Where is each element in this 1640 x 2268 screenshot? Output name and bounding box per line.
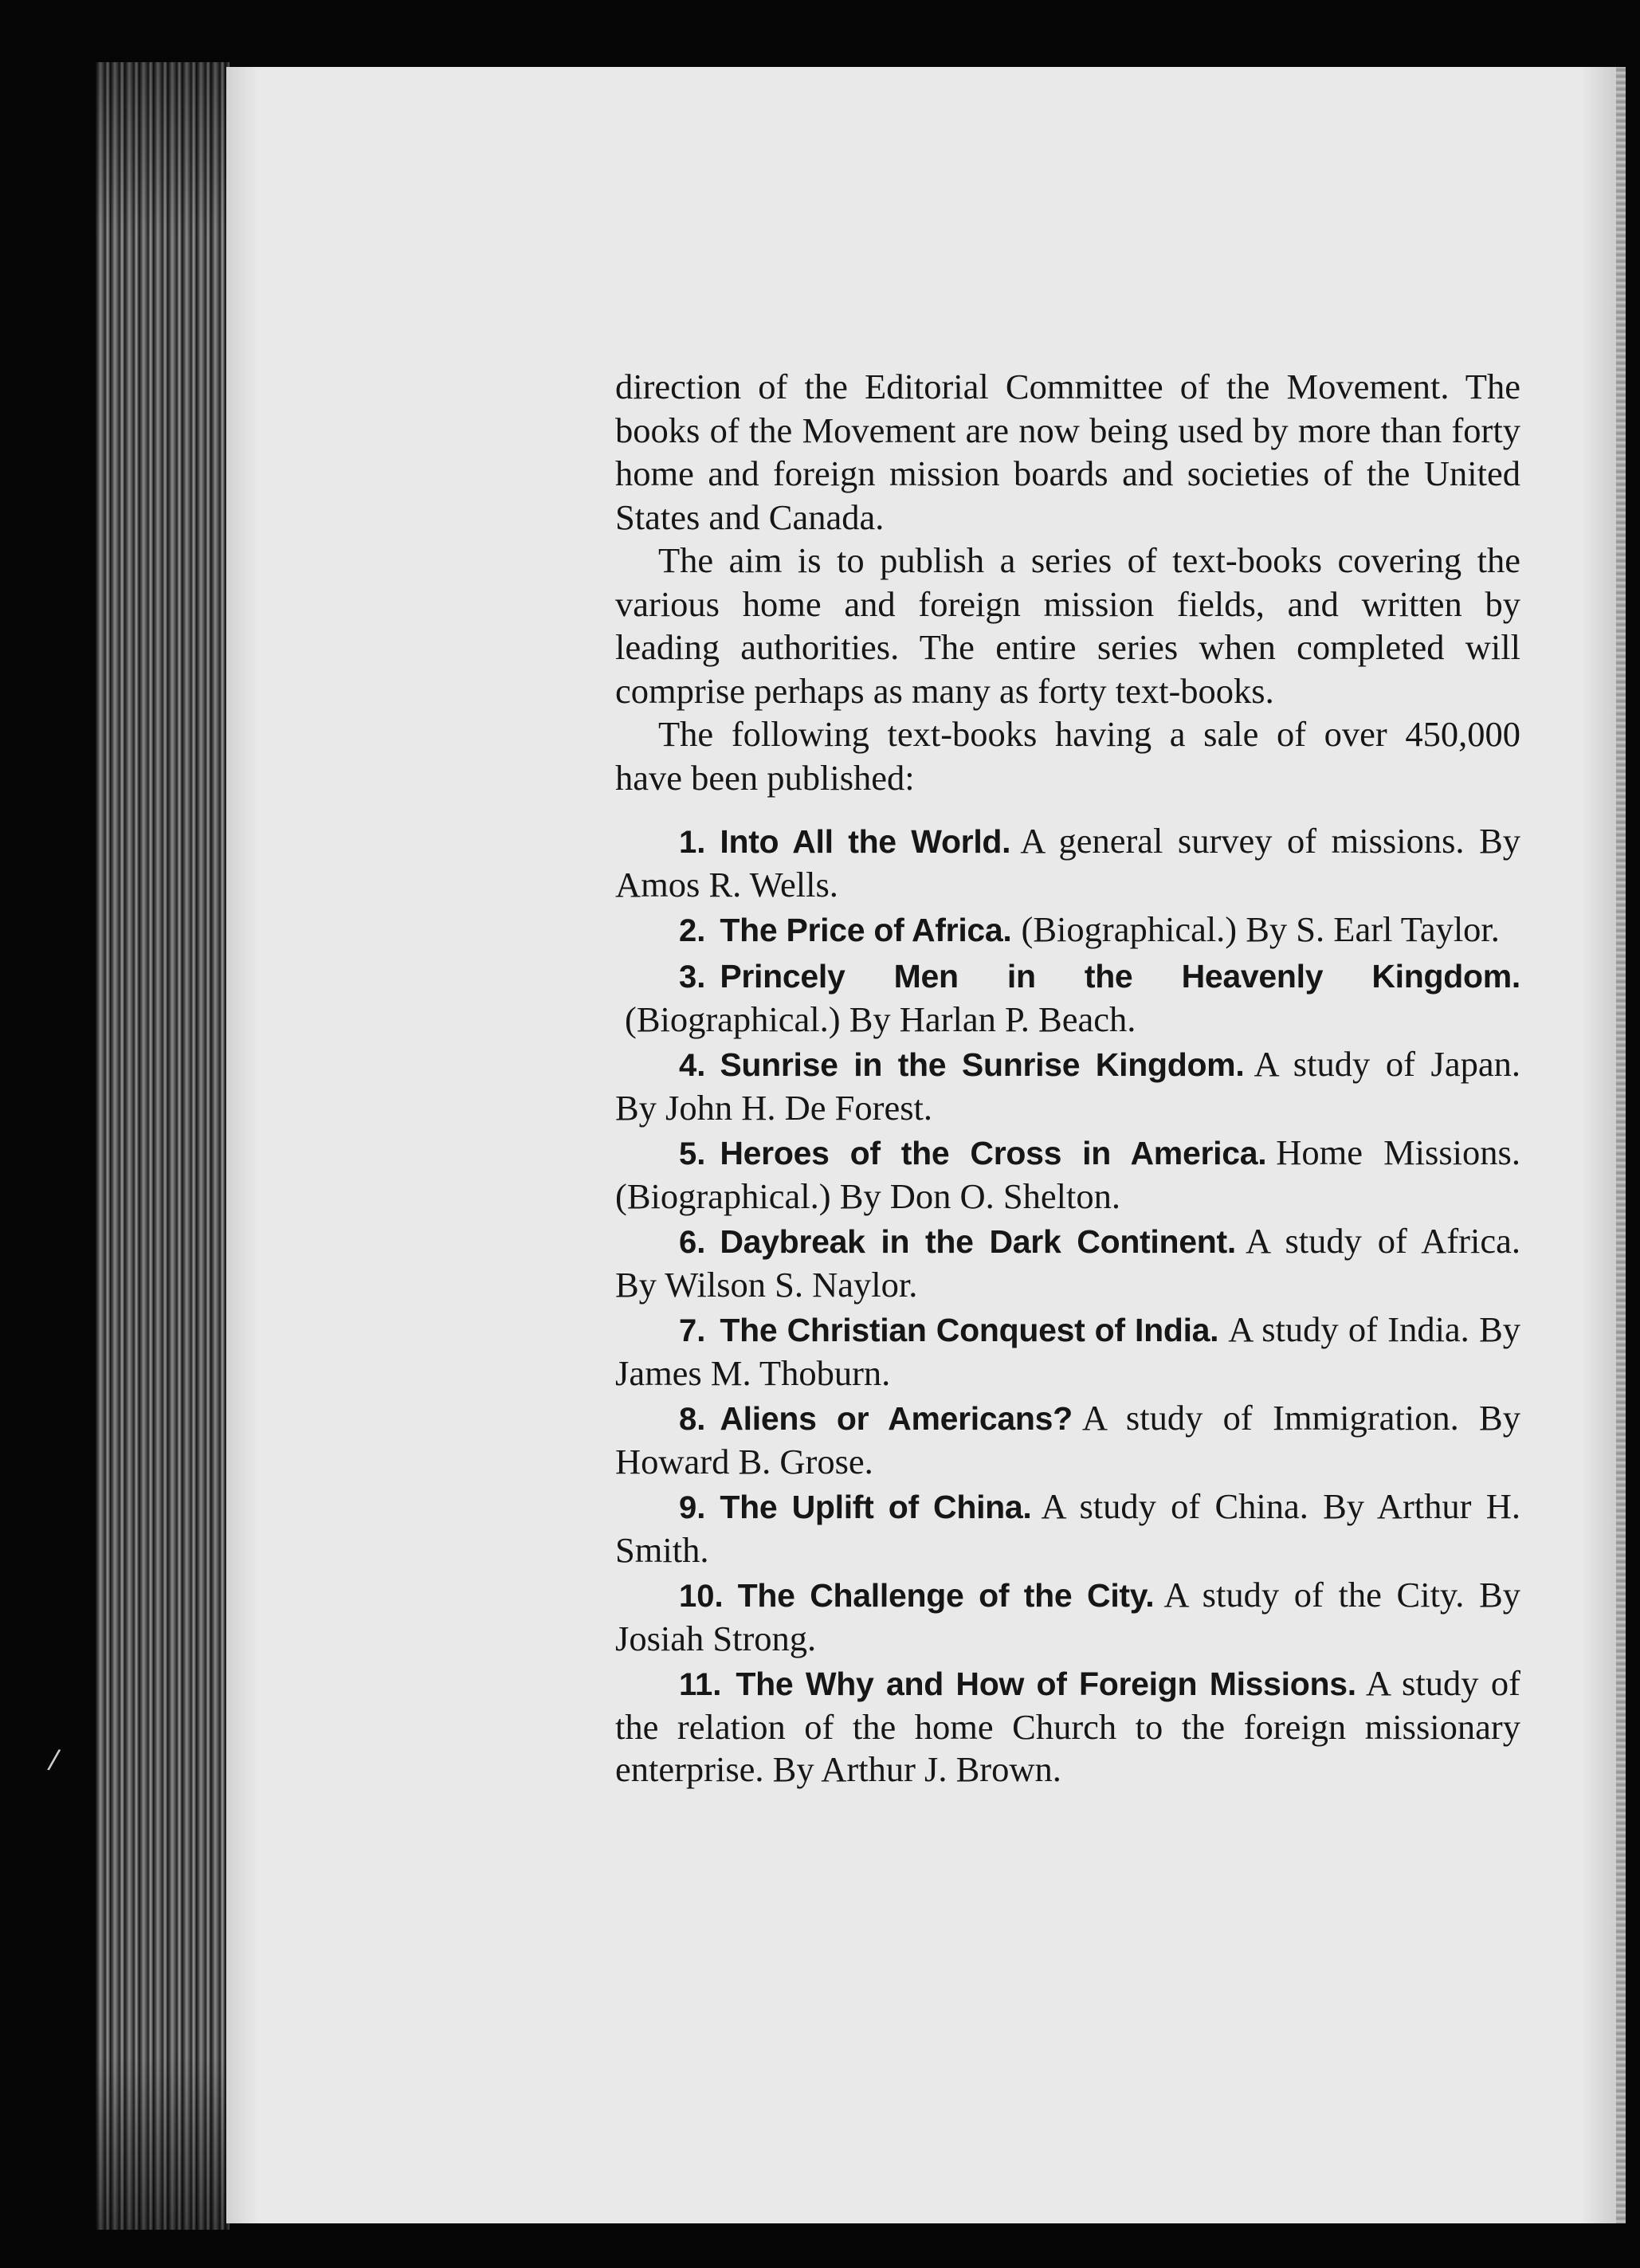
book-description: (Biographical.) By Harlan P. Beach.: [625, 999, 1136, 1039]
list-item: [615, 1309, 1520, 1395]
paragraph-series-aim: The aim is to publish a series of text-books covering the various home and foreign mission fields, and written by leading authorities. The entire series when completed will comprise perhaps as many as forty text-books.: [615, 540, 1520, 711]
margin-pencil-mark: /: [45, 1743, 62, 1776]
book-title: Daybreak in the Dark Continent.: [720, 1223, 1236, 1260]
item-number: 9.: [679, 1490, 706, 1525]
list-item: [615, 1397, 1520, 1483]
book-description: A study of China. By Arthur H. Smith.: [615, 1486, 1520, 1570]
list-item: [615, 1132, 1520, 1218]
book-description: Home Missions. (Biographical.) By Don O. Shelton.: [615, 1132, 1520, 1216]
textbook-list: [615, 820, 1520, 1791]
item-number: 2.: [679, 913, 706, 948]
page-text: [615, 365, 1520, 1793]
book-title: The Price of Africa.: [720, 912, 1012, 948]
item-number: 3.: [679, 959, 706, 995]
book-description: A study of India. By James M. Thoburn.: [615, 1309, 1521, 1393]
book-page-edges: [96, 62, 230, 2230]
list-item: [615, 908, 1520, 952]
item-number: 4.: [679, 1048, 706, 1083]
item-number: 8.: [679, 1402, 706, 1437]
list-item: [615, 1043, 1520, 1129]
book-title: Princely Men in the Heavenly Kingdom.: [720, 958, 1520, 995]
book-description: A general survey of missions. By Amos R. Wells.: [615, 821, 1520, 904]
item-number: 5.: [679, 1136, 706, 1171]
list-item: [615, 955, 1520, 1041]
paragraph-published-intro: The following text-books having a sale of over 450,000 have been published:: [615, 714, 1520, 798]
list-item: [615, 820, 1520, 906]
book-description: A study of the relation of the home Church to the foreign missionary enterprise. By Arthur J. Brown.: [615, 1663, 1520, 1789]
list-item: [615, 1220, 1520, 1306]
book-title: Aliens or Americans?: [720, 1400, 1073, 1437]
book-title: Sunrise in the Sunrise Kingdom.: [720, 1046, 1245, 1083]
item-number: 6.: [679, 1225, 706, 1260]
book-description: A study of Japan. By John H. De Forest.: [615, 1044, 1520, 1128]
book-description: A study of the City. By Josiah Strong.: [615, 1575, 1521, 1658]
spacer: [615, 799, 1520, 820]
item-number: 11.: [679, 1667, 722, 1702]
item-number: 7.: [679, 1313, 706, 1348]
book-description: (Biographical.) By S. Earl Taylor.: [1021, 909, 1500, 949]
book-title: Into All the World.: [720, 823, 1011, 860]
book-title: The Christian Conquest of India.: [720, 1312, 1219, 1348]
list-item: [615, 1485, 1520, 1572]
book-description: A study of Immigration. By Howard B. Grose.: [615, 1398, 1520, 1481]
item-number: 1.: [679, 825, 706, 860]
item-number: 10.: [679, 1579, 724, 1614]
page-right-edge: [1616, 67, 1626, 2223]
book-title: The Challenge of the City.: [737, 1577, 1155, 1614]
list-item: [615, 1574, 1520, 1660]
book-title: The Uplift of China.: [720, 1489, 1032, 1525]
book-description: A study of Africa. By Wilson S. Naylor.: [615, 1221, 1520, 1305]
book-title: The Why and How of Foreign Missions.: [736, 1666, 1356, 1702]
paragraph-movement-direction: direction of the Editorial Committee of the Movement. The books of the Movement are now being used by more than forty home and foreign mission boards and societies of the United States and Canada.: [615, 367, 1520, 537]
list-item: [615, 1662, 1520, 1791]
book-title: Heroes of the Cross in America.: [720, 1135, 1267, 1171]
